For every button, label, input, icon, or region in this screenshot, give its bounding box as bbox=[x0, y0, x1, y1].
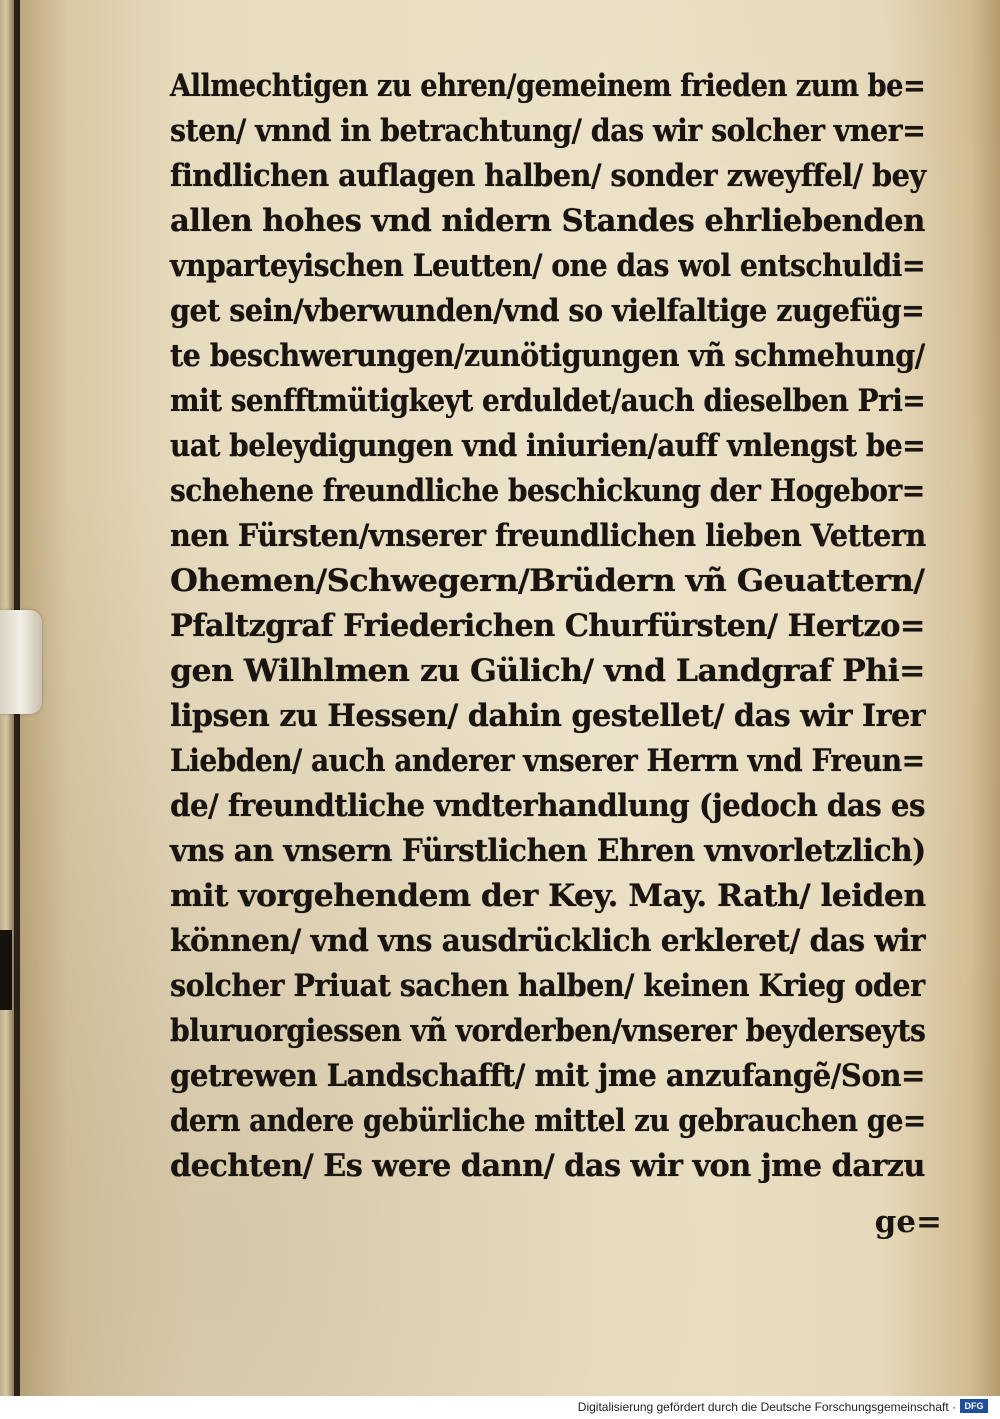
text-line: te beschwerungen/zunötigungen vñ schmehung/ bbox=[170, 338, 925, 374]
text-line: uat beleydigungen vnd iniurien/auff vnlengst be= bbox=[170, 428, 926, 464]
text-line: Liebden/ auch anderer vnserer Herrn vnd Freun= bbox=[170, 743, 925, 779]
text-line: vns an vnsern Fürstlichen Ehren vnvorletzlich) bbox=[170, 833, 926, 869]
text-line: lipsen zu Hessen/ dahin gestellet/ das wir Irer bbox=[170, 698, 926, 734]
dfg-logo: DFG bbox=[960, 1399, 988, 1413]
text-line: vnparteyischen Leutten/ one das wol entschuldi= bbox=[170, 248, 926, 284]
text-line: bluruorgiessen vñ vorderben/vnserer beyderseyts bbox=[170, 1013, 926, 1049]
text-line: Ohemen/Schwegern/Brüdern vñ Geuattern/ bbox=[170, 563, 925, 599]
text-line: mit senfftmütigkeyt erduldet/auch dieselben Pri= bbox=[170, 383, 926, 419]
text-line: schehene freundliche beschickung der Hogebor= bbox=[170, 473, 925, 509]
binding-tab bbox=[0, 610, 42, 714]
text-line: allen hohes vnd nidern Standes ehrliebenden bbox=[170, 203, 925, 239]
text-line: de/ freundtliche vndterhandlung (jedoch das es bbox=[170, 788, 925, 824]
text-line: dechten/ Es were dann/ das wir von jme darzu bbox=[170, 1148, 925, 1184]
text-line: können/ vnd vns ausdrücklich erkleret/ das wir bbox=[170, 923, 925, 959]
paper-page bbox=[20, 0, 1000, 1396]
text-line: findlichen auflagen halben/ sonder zweyffel/ bey bbox=[170, 158, 926, 194]
footer-credit: Digitalisierung gefördert durch die Deutsche Forschungsgemeinschaft · bbox=[577, 1400, 956, 1414]
binding-dark-strip bbox=[0, 930, 12, 1010]
text-line: gen Wilhlmen zu Gülich/ vnd Landgraf Phi= bbox=[170, 653, 925, 689]
text-line: get sein/vberwunden/vnd so vielfaltige zugefüg= bbox=[170, 293, 925, 329]
text-line: mit vorgehendem der Key. May. Rath/ leiden bbox=[170, 878, 926, 914]
text-line: Pfaltzgraf Friederichen Churfürsten/ Hertzo= bbox=[170, 608, 925, 644]
fraktur-text-block bbox=[170, 64, 930, 1244]
text-line: nen Fürsten/vnserer freundlichen lieben Vettern bbox=[170, 518, 926, 554]
catchword: ge= bbox=[874, 1204, 942, 1240]
text-line: dern andere gebürliche mittel zu gebrauchen ge= bbox=[170, 1103, 926, 1139]
text-line: solcher Priuat sachen halben/ keinen Krieg oder bbox=[170, 968, 925, 1004]
text-line: Allmechtigen zu ehren/gemeinem frieden zum be= bbox=[170, 68, 926, 104]
text-line: sten/ vnnd in betrachtung/ das wir solcher vner= bbox=[170, 113, 926, 149]
text-line: getrewen Landschafft/ mit jme anzufangẽ/Son= bbox=[170, 1058, 925, 1094]
